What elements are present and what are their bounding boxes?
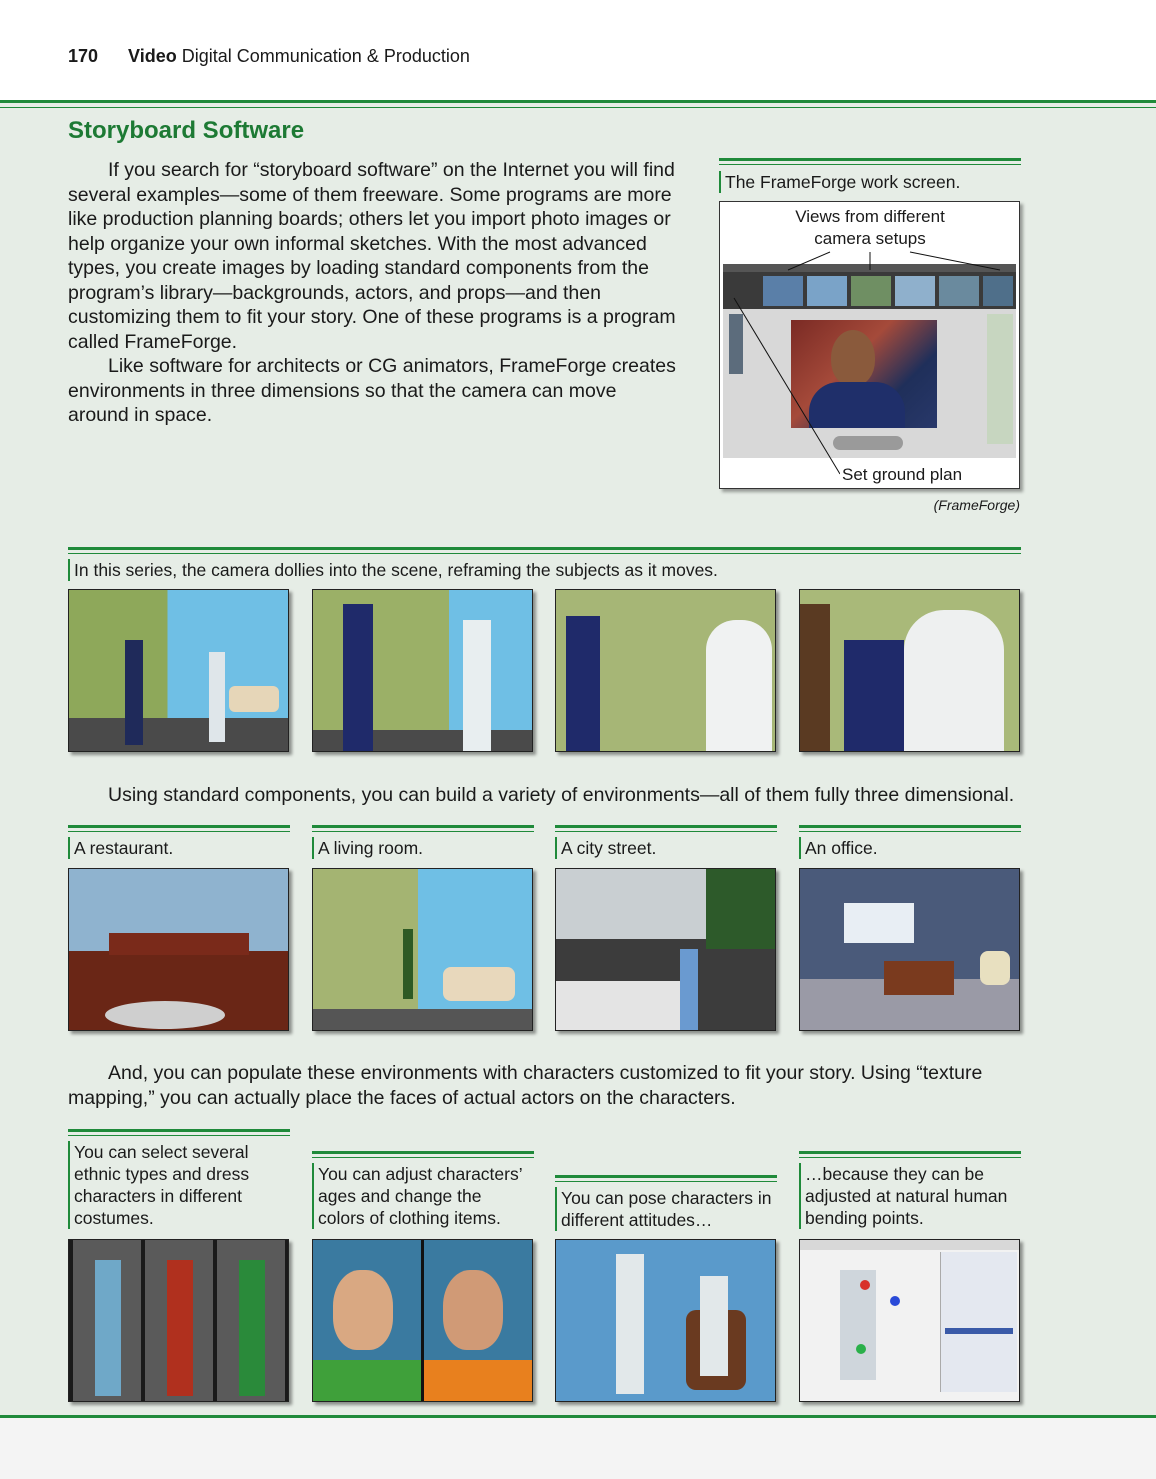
figure-credit: (FrameForge) xyxy=(933,497,1020,513)
actor-woman xyxy=(706,620,772,751)
figure-caption-rule xyxy=(719,158,1021,161)
leader-line xyxy=(734,298,840,474)
actor-man xyxy=(125,640,143,745)
char-costumes xyxy=(68,1239,289,1402)
running-header xyxy=(68,46,470,67)
char-bending-points xyxy=(799,1239,1020,1402)
orange-shirt xyxy=(424,1360,532,1401)
caption-ages: You can adjust characters’ ages and change the colors of clothing items. xyxy=(312,1163,533,1229)
caption-rule-thin xyxy=(68,1135,290,1136)
standing-figure xyxy=(616,1254,644,1394)
env-restaurant xyxy=(68,868,289,1031)
sofa xyxy=(229,686,279,712)
green-shirt xyxy=(313,1360,421,1401)
annotation-views: Views from different camera setups xyxy=(795,207,945,248)
desk xyxy=(884,961,954,995)
caption-office: An office. xyxy=(799,837,1025,859)
annotation-ground-plan: Set ground plan xyxy=(840,464,982,486)
joint-marker xyxy=(890,1296,900,1306)
mailbox xyxy=(680,949,698,1030)
characters-intro xyxy=(68,1061,1028,1110)
caption-ethnic-types: You can select several ethnic types and dress characters in different costumes. xyxy=(68,1141,274,1229)
environments-paragraph: Using standard components, you can build a variety of environments—all of them fully three dimensional. xyxy=(108,784,1015,806)
floor xyxy=(69,718,288,751)
plant xyxy=(403,929,413,999)
caption-bending-points: …because they can be adjusted at natural human bending points. xyxy=(799,1163,1020,1229)
char-poses xyxy=(555,1239,776,1402)
figure xyxy=(167,1260,193,1396)
page-title: Storyboard Software xyxy=(68,117,305,144)
caption-rule-thin xyxy=(68,831,290,832)
dolly-frame-3 xyxy=(555,589,776,752)
posed-figure xyxy=(840,1270,876,1380)
caption-rule xyxy=(68,825,290,828)
door xyxy=(800,604,830,751)
series-caption: In this series, the camera dollies into the scene, reframing the subjects as it moves. xyxy=(68,559,1024,581)
panel xyxy=(217,1240,285,1401)
figure xyxy=(239,1260,265,1396)
page-number: 170 xyxy=(68,46,99,66)
caption-rule xyxy=(799,1151,1021,1154)
dolly-frame-1 xyxy=(68,589,289,752)
char-ages xyxy=(312,1239,533,1402)
frameforge-figure xyxy=(719,201,1020,489)
caption-rule xyxy=(68,1129,290,1132)
figure-caption-rule-thin xyxy=(719,164,1021,165)
settings-panel xyxy=(940,1252,1017,1392)
series-caption-rule xyxy=(68,547,1021,550)
paragraph-2: Like software for architects or CG animators, FrameForge creates environments in three dimensions so that the camera can move around in space. xyxy=(68,355,676,426)
leader-line xyxy=(910,252,1000,270)
panel xyxy=(145,1240,213,1401)
panel-header xyxy=(945,1328,1013,1334)
caption-restaurant: A restaurant. xyxy=(68,837,294,859)
caption-rule xyxy=(799,825,1021,828)
actor-man xyxy=(844,640,904,751)
caption-rule-thin xyxy=(555,1181,777,1182)
caption-rule xyxy=(555,825,777,828)
dolly-frame-2 xyxy=(312,589,533,752)
sidewalk xyxy=(556,981,686,1030)
caption-rule-thin xyxy=(555,831,777,832)
book-title: Digital Communication & Production xyxy=(181,46,470,66)
figure-caption: The FrameForge work screen. xyxy=(719,171,1025,193)
caption-rule-thin xyxy=(799,831,1021,832)
actor-woman xyxy=(904,610,1004,751)
env-office xyxy=(799,868,1020,1031)
actor-man xyxy=(343,604,373,751)
sofa xyxy=(443,967,515,1001)
seated-figure xyxy=(700,1276,728,1376)
table xyxy=(105,1001,225,1029)
trees xyxy=(706,869,775,949)
toolbar xyxy=(800,1240,1019,1250)
older-face xyxy=(443,1270,503,1350)
actor-woman xyxy=(463,620,491,751)
series-caption-rule-thin xyxy=(68,553,1021,554)
section-name: Video xyxy=(128,46,177,66)
panel xyxy=(73,1240,141,1401)
bar-counter xyxy=(109,933,249,955)
paragraph-1: If you search for “storyboard software” on the Internet you will find several examples—some of them freeware. Some programs are more like production planning boards; others let you import photo images or help organize your own informal sketches. With the most advanced types, you create images by loading standard components from the program’s library—backgrounds, actors, and props—and then customizing them to fit your story. One of these programs is a program called FrameForge. xyxy=(68,159,676,353)
joint-marker xyxy=(860,1280,870,1290)
caption-rule xyxy=(555,1175,777,1178)
figure xyxy=(95,1260,121,1396)
page-footer-area xyxy=(0,1418,1156,1479)
caption-rule-thin xyxy=(799,1157,1021,1158)
actor-man xyxy=(566,616,600,751)
environments-intro xyxy=(68,783,1028,808)
actor-woman xyxy=(209,652,225,742)
floor xyxy=(313,1009,532,1030)
caption-rule xyxy=(312,1151,534,1154)
caption-rule-thin xyxy=(312,1157,534,1158)
caption-rule-thin xyxy=(312,831,534,832)
dolly-frame-4 xyxy=(799,589,1020,752)
joint-marker xyxy=(856,1344,866,1354)
young-face xyxy=(333,1270,393,1350)
annotation-lines xyxy=(720,202,1019,488)
window xyxy=(844,903,914,943)
armchair xyxy=(980,951,1010,985)
intro-text xyxy=(68,158,682,428)
caption-city-street: A city street. xyxy=(555,837,781,859)
leader-line xyxy=(788,252,830,270)
characters-paragraph: And, you can populate these environments with characters customized to fit your story. Using “texture mapping,” you can actually place the faces of actual actors on the characters. xyxy=(68,1062,983,1109)
caption-rule xyxy=(312,825,534,828)
caption-pose: You can pose characters in different attitudes… xyxy=(555,1187,781,1231)
caption-living-room: A living room. xyxy=(312,837,538,859)
env-city-street xyxy=(555,868,776,1031)
env-living-room xyxy=(312,868,533,1031)
top-rule-thin xyxy=(0,107,1156,108)
